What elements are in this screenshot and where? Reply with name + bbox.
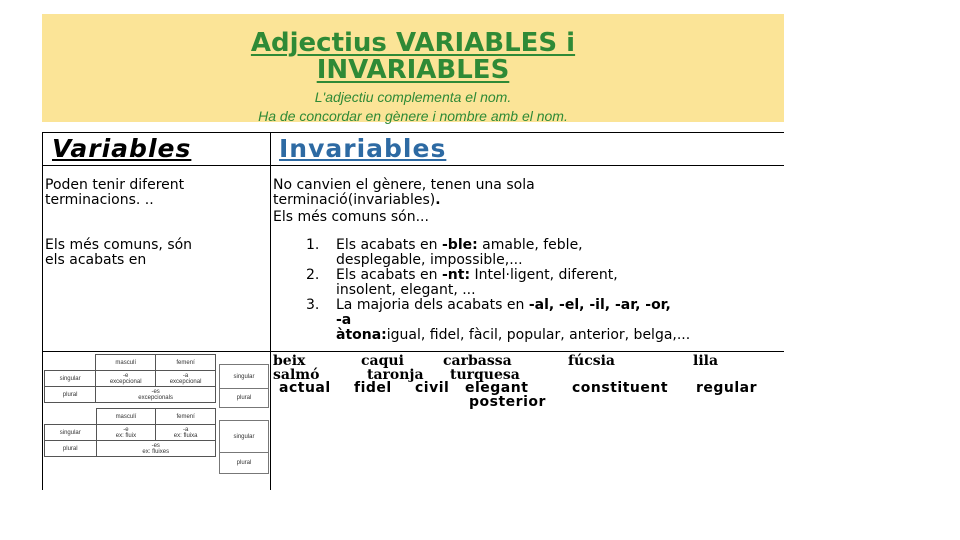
subtitle-1: L'adjectiu complementa el nom. <box>314 89 512 105</box>
invariables-desc-line-2b: . <box>435 192 441 208</box>
mini-cell <box>156 371 216 387</box>
mini-header-fem: femení <box>156 355 216 371</box>
mini-cell-line: -es <box>151 388 160 395</box>
list-item <box>306 298 786 343</box>
table-top-border <box>42 132 784 133</box>
table-left-border <box>42 132 43 490</box>
side-label-singular-1: singular <box>219 364 269 390</box>
list-item-text: La majoria dels acabats en <box>336 297 529 313</box>
example-word: actual <box>279 380 331 396</box>
variables-common-line-1: Els més comuns, són <box>45 237 193 253</box>
example-word: fúcsia <box>568 353 615 369</box>
list-number: 1. <box>306 237 320 253</box>
title-banner <box>42 14 784 122</box>
mini-cell <box>96 371 156 387</box>
mini-cell <box>96 425 156 441</box>
inflection-table-1 <box>44 354 216 403</box>
content-row-border <box>42 351 784 352</box>
example-word: constituent <box>572 380 669 396</box>
example-word: elegant <box>465 380 529 396</box>
mini-header-masc: masculí <box>96 409 156 425</box>
header-row-border <box>42 165 784 166</box>
variables-desc-line-1: Poden tenir diferent <box>45 177 185 193</box>
side-label-plural-1: plural <box>219 388 269 408</box>
subtitle-2: Ha de concordar en gènere i nombre amb el nom. <box>258 108 568 124</box>
list-item-bold: -nt: <box>441 267 471 283</box>
list-item-text: insolent, elegant, ... <box>336 282 476 298</box>
list-item-text: Els acabats en <box>336 237 442 253</box>
example-word: salmó <box>273 367 320 383</box>
example-word: carbassa <box>443 353 512 369</box>
list-number: 3. <box>306 297 320 313</box>
variables-common <box>45 238 192 268</box>
invariables-common-intro: Els més comuns són... <box>273 209 429 225</box>
mini-cell-line: excepcional <box>169 378 202 385</box>
example-word: turquesa <box>450 367 520 383</box>
list-item <box>306 268 786 298</box>
mini-header-fem: femení <box>156 409 216 425</box>
mini-row-plural: plural <box>45 387 96 403</box>
invariables-list <box>306 238 786 343</box>
example-word: beix <box>273 353 306 369</box>
mini-cell-line: -a <box>182 426 189 433</box>
list-item-bold: àtona: <box>336 327 387 343</box>
mini-row-plural: plural <box>45 441 97 457</box>
example-word: posterior <box>469 394 546 410</box>
list-item <box>306 238 786 268</box>
list-item-bold: -ble: <box>441 237 478 253</box>
table-middle-divider <box>270 132 271 490</box>
list-item-text: amable, feble, <box>477 237 583 253</box>
example-word: lila <box>693 353 719 369</box>
mini-cell-line: -es <box>151 442 160 449</box>
mini-header-masc: masculí <box>96 355 156 371</box>
heading-invariables: Invariables <box>279 134 447 163</box>
example-word: fidel <box>354 380 392 396</box>
invariables-desc-line-2a: terminació(invariables) <box>273 192 436 208</box>
list-item-text: igual, fidel, fàcil, popular, anterior, belga,... <box>386 327 691 343</box>
mini-cell-line: excepcional <box>109 378 142 385</box>
mini-cell-line: ex: fluixes <box>142 448 170 455</box>
mini-cell-line: ex: fluixa <box>173 432 198 439</box>
mini-cell-line: -a <box>182 372 189 379</box>
invariables-desc-line-1: No canvien el gènere, tenen una sola <box>273 177 535 193</box>
example-word: caqui <box>361 353 404 369</box>
mini-row-singular: singular <box>45 371 96 387</box>
list-item-text: Intel·ligent, diferent, <box>470 267 618 283</box>
heading-variables: Variables <box>52 134 192 163</box>
mini-cell <box>96 387 216 403</box>
invariables-description <box>273 178 535 225</box>
list-item-bold: -a <box>336 312 352 328</box>
mini-cell-line: ex: fluix <box>115 432 137 439</box>
list-number: 2. <box>306 267 320 283</box>
mini-cell-line: -e <box>123 426 129 433</box>
example-word: civil <box>415 380 450 396</box>
inflection-table-2 <box>44 408 216 457</box>
list-item-bold: -al, -el, -il, -ar, -or, <box>528 297 671 313</box>
mini-row-singular: singular <box>45 425 97 441</box>
mini-cell <box>96 441 215 457</box>
variables-desc-line-2: terminacions. .. <box>45 192 154 208</box>
example-word: taronja <box>367 367 424 383</box>
invariables-desc-line-2 <box>273 193 535 208</box>
title-line-1: Adjectius VARIABLES i <box>250 28 576 58</box>
list-item-text: desplegable, impossible,... <box>336 252 523 268</box>
mini-cell-line: excepcionals <box>138 394 173 401</box>
mini-cell-line: -e <box>123 372 129 379</box>
mini-cell <box>156 425 216 441</box>
example-word: regular <box>696 380 758 396</box>
title-line-2: INVARIABLES <box>316 55 510 85</box>
side-label-singular-2: singular <box>219 420 269 454</box>
list-item-text: Els acabats en <box>336 267 442 283</box>
variables-common-line-2: els acabats en <box>45 252 147 268</box>
variables-description <box>45 178 184 208</box>
side-label-plural-2: plural <box>219 452 269 474</box>
